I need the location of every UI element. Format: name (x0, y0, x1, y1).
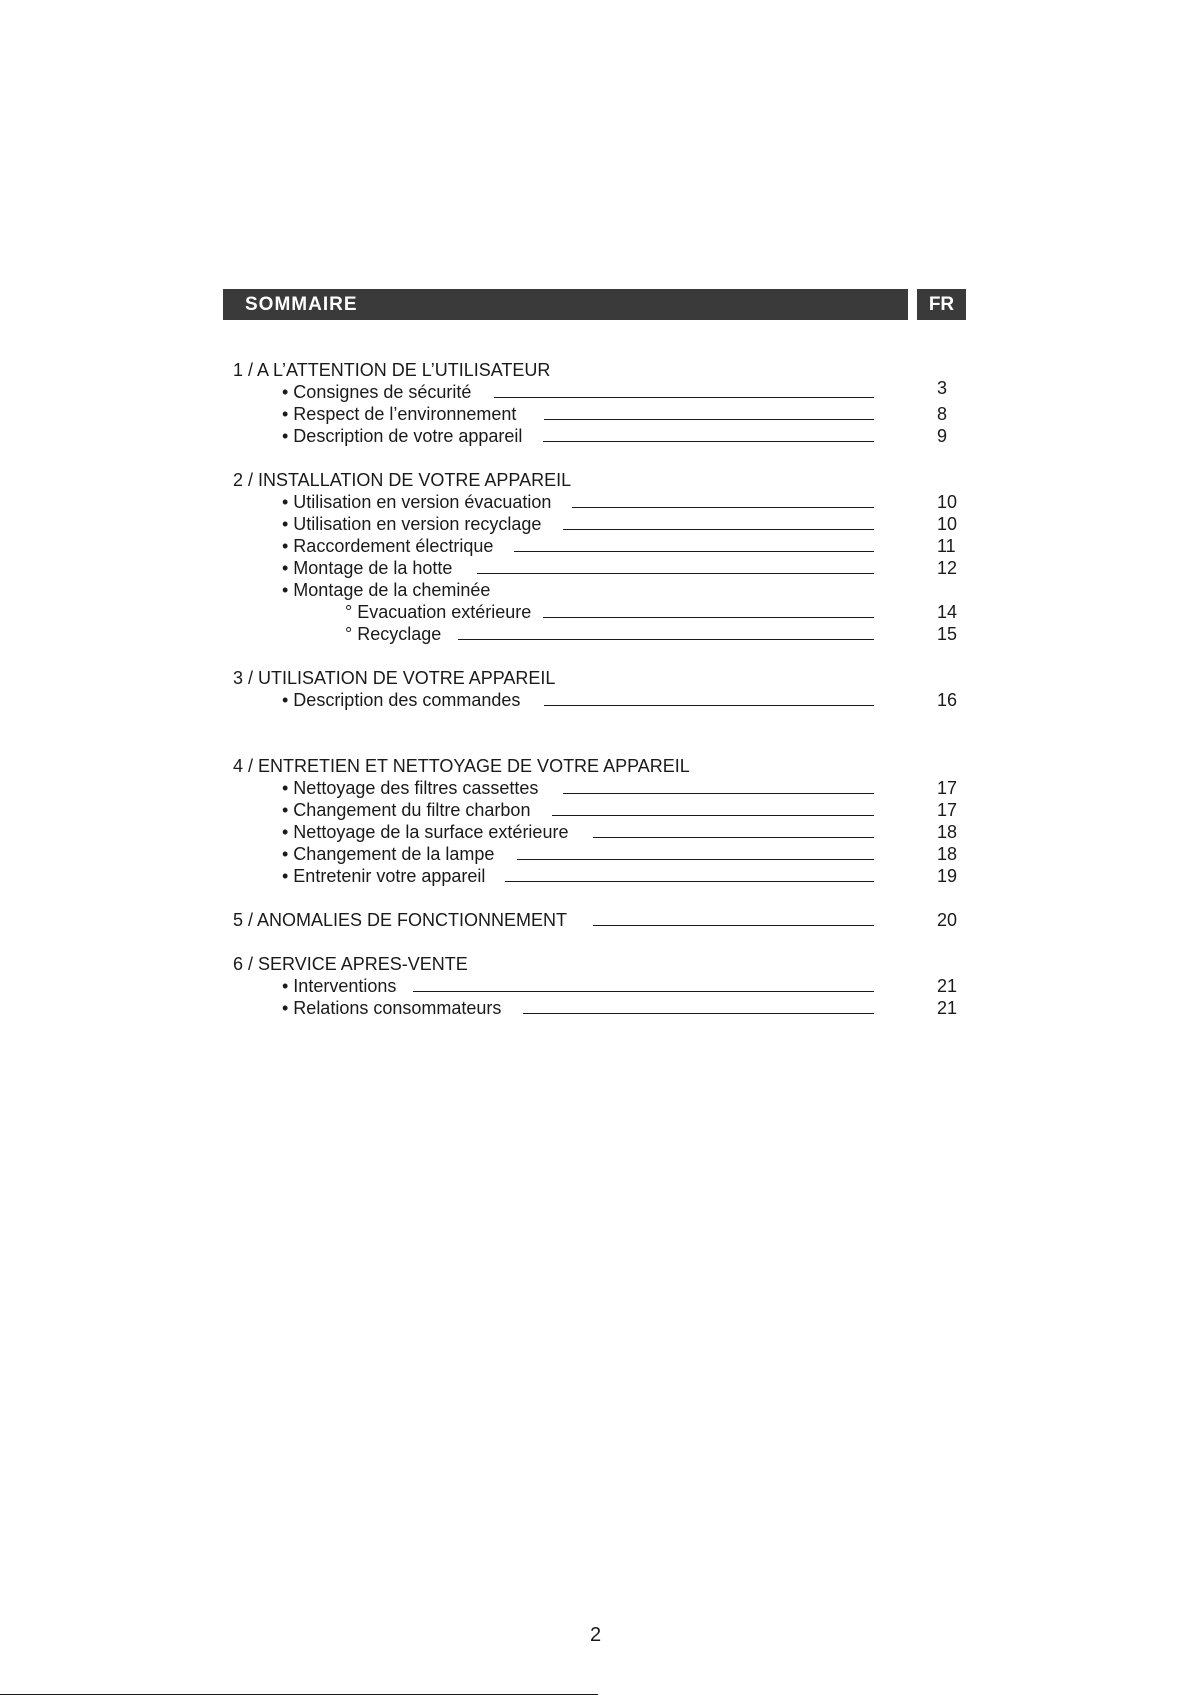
toc-page-number: 10 (937, 514, 958, 534)
toc-entry-label: • Utilisation en version recyclage (282, 514, 542, 534)
toc-entry-consignes[interactable] (282, 381, 874, 403)
page-title: SOMMAIRE (245, 294, 358, 315)
toc-entry-relations-consommateurs[interactable] (282, 997, 874, 1019)
toc-section-title: 3 / UTILISATION DE VOTRE APPAREIL (233, 668, 556, 688)
toc-entry-commandes[interactable] (282, 689, 874, 711)
toc-page-number: 10 (937, 492, 958, 512)
toc-entry-recyclage[interactable] (282, 513, 874, 535)
language-badge: FR (917, 289, 966, 320)
toc-entry-label: • Utilisation en version évacuation (282, 492, 552, 512)
toc-section-title: 5 / ANOMALIES DE FONCTIONNEMENT (233, 910, 568, 930)
toc-entry-label: • Interventions (282, 976, 397, 996)
toc-page-number: 17 (937, 800, 958, 820)
dot-leader (563, 529, 874, 530)
toc-entry-label: • Nettoyage des filtres cassettes (282, 778, 539, 798)
toc-subentry-recyclage[interactable] (345, 623, 874, 645)
toc-page-number: 16 (937, 690, 958, 710)
toc-entry-label: • Description des commandes (282, 690, 521, 710)
toc-entry-description-appareil[interactable] (282, 425, 874, 447)
toc-entry-label: • Respect de l’environnement (282, 404, 517, 424)
dot-leader (552, 815, 874, 816)
toc-page-number: 11 (937, 536, 956, 556)
toc-entry-surface-exterieure[interactable] (282, 821, 874, 843)
toc-entry-montage-hotte[interactable] (282, 557, 874, 579)
toc-section-5[interactable] (233, 909, 874, 931)
toc-entry-filtres-cassettes[interactable] (282, 777, 874, 799)
dot-leader (494, 397, 874, 398)
toc-section-title: 1 / A L’ATTENTION DE L’UTILISATEUR (233, 360, 551, 380)
toc-page-number: 3 (937, 378, 948, 398)
dot-leader (544, 705, 874, 706)
toc-entry-label: ° Evacuation extérieure (345, 602, 532, 622)
dot-leader (543, 617, 874, 618)
dot-leader (517, 859, 874, 860)
toc-section-title: 2 / INSTALLATION DE VOTRE APPAREIL (233, 470, 572, 490)
dot-leader (458, 639, 874, 640)
toc-entry-evacuation[interactable] (282, 491, 874, 513)
dot-leader (544, 419, 874, 420)
toc-page-number: 9 (937, 426, 948, 446)
toc-page-number: 18 (937, 844, 958, 864)
section-header-bar (223, 289, 908, 320)
toc-entry-filtre-charbon[interactable] (282, 799, 874, 821)
toc-page-number: 21 (937, 998, 958, 1018)
toc-page-number: 12 (937, 558, 958, 578)
toc-entry-label: ° Recyclage (345, 624, 442, 644)
toc-page-number: 20 (937, 910, 958, 930)
toc-entry-lampe[interactable] (282, 843, 874, 865)
toc-page-number: 18 (937, 822, 958, 842)
dot-leader (593, 837, 874, 838)
toc-entry-environnement[interactable] (282, 403, 874, 425)
toc-section-title: 4 / ENTRETIEN ET NETTOYAGE DE VOTRE APPAREIL (233, 756, 690, 776)
toc-entry-label: • Description de votre appareil (282, 426, 523, 446)
toc-entry-label: • Nettoyage de la surface extérieure (282, 822, 569, 842)
dot-leader (505, 881, 874, 882)
toc-entry-interventions[interactable] (282, 975, 874, 997)
dot-leader (563, 793, 874, 794)
page-number: 2 (589, 1624, 602, 1646)
toc-page-number: 8 (937, 404, 948, 424)
toc-entry-label: • Changement de la lampe (282, 844, 495, 864)
toc-entry-label: • Raccordement électrique (282, 536, 494, 556)
dot-leader (593, 925, 874, 926)
toc-subentry-evacuation-exterieure[interactable] (345, 601, 874, 623)
toc-entry-label: • Montage de la cheminée (282, 580, 491, 600)
dot-leader (514, 551, 874, 552)
dot-leader (523, 1013, 874, 1014)
toc-entry-raccordement[interactable] (282, 535, 874, 557)
toc-section-title: 6 / SERVICE APRES-VENTE (233, 954, 468, 974)
toc-page-number: 14 (937, 602, 958, 622)
dot-leader (413, 991, 874, 992)
toc-entry-label: • Changement du filtre charbon (282, 800, 531, 820)
toc-entry-label: • Montage de la hotte (282, 558, 453, 578)
toc-page-number: 21 (937, 976, 958, 996)
toc-entry-label: • Relations consommateurs (282, 998, 502, 1018)
dot-leader (477, 573, 874, 574)
toc-page-number: 17 (937, 778, 958, 798)
toc-page-number: 15 (937, 624, 958, 644)
toc-entry-label: • Consignes de sécurité (282, 382, 472, 402)
dot-leader (543, 441, 874, 442)
dot-leader (572, 507, 874, 508)
toc-entry-label: • Entretenir votre appareil (282, 866, 486, 886)
toc-page-number: 19 (937, 866, 958, 886)
toc-entry-entretenir[interactable] (282, 865, 874, 887)
